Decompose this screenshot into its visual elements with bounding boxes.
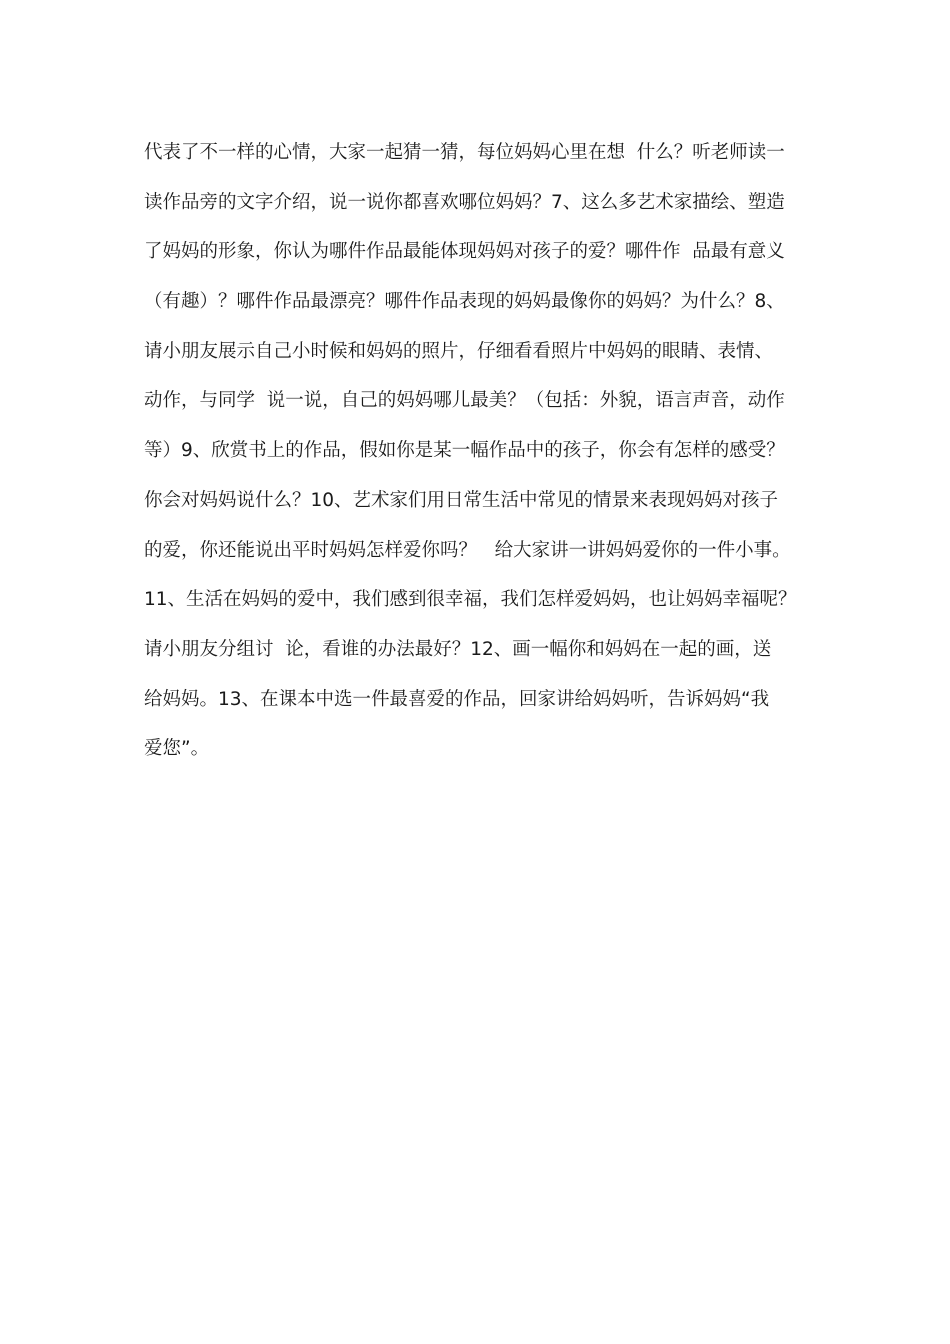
text-line-6: 动作，与同学 说一说，自己的妈妈哪儿最美？（包括：外貌，语言声音，动作 bbox=[144, 390, 785, 412]
text-line-11: 请小朋友分组讨 论，看谁的办法最好？12、画一幅你和妈妈在一起的画，送 bbox=[144, 638, 772, 660]
text-line-2: 读作品旁的文字介绍，说一说你都喜欢哪位妈妈？7、这么多艺术家描绘、塑造 bbox=[144, 191, 785, 213]
text-line-7: 等）9、欣赏书上的作品，假如你是某一幅作品中的孩子，你会有怎样的感受？ bbox=[144, 440, 785, 462]
text-line-12: 给妈妈。13、在课本中选一件最喜爱的作品，回家讲给妈妈听，告诉妈妈“我 bbox=[144, 688, 770, 710]
text-line-4: （有趣）？哪件作品最漂亮？哪件作品表现的妈妈最像你的妈妈？为什么？8、 bbox=[144, 291, 785, 313]
text-line-3: 了妈妈的形象，你认为哪件作品最能体现妈妈对孩子的爱？哪件作 品最有意义 bbox=[144, 241, 785, 263]
text-line-13: 爱您”。 bbox=[144, 738, 210, 760]
body-text bbox=[144, 128, 820, 774]
text-line-9: 的爱，你还能说出平时妈妈怎样爱你吗？ 给大家讲一讲妈妈爱你的一件小事。 bbox=[144, 539, 791, 561]
text-line-10: 11、生活在妈妈的爱中，我们感到很幸福，我们怎样爱妈妈，也让妈妈幸福呢？ bbox=[144, 589, 797, 611]
text-line-1: 代表了不一样的心情，大家一起猜一猜，每位妈妈心里在想 什么？听老师读一 bbox=[144, 142, 785, 163]
text-line-8: 你会对妈妈说什么？10、艺术家们用日常生活中常见的情景来表现妈妈对孩子 bbox=[144, 489, 779, 511]
text-line-5: 请小朋友展示自己小时候和妈妈的照片，仔细看看照片中妈妈的眼睛、表情、 bbox=[144, 340, 774, 362]
